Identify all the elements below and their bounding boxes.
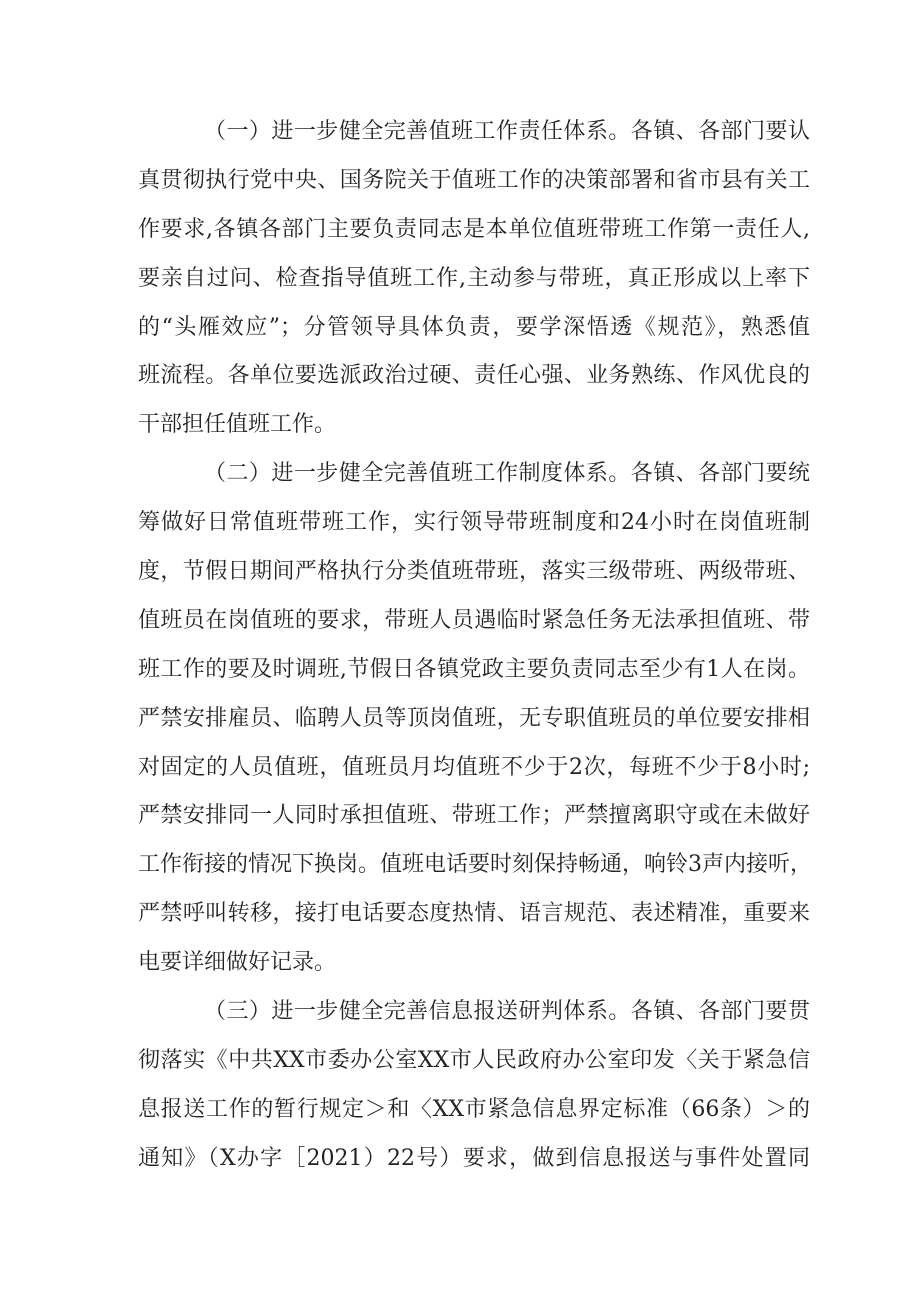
document-body [138,108,810,1184]
text-line: 电要详细做好记录。 [138,950,337,976]
text-line: 严禁呼叫转移，接打电话要态度热情、语言规范、表述精准，重要来 [138,901,810,927]
text-line: 班流程。各单位要选派政治过硬、责任心强、业务熟练、作风优良的 [138,363,810,389]
paragraph-duty-system [138,450,810,988]
text-line: 严禁安排雇员、临聘人员等顶岗值班，无专职值班员的单位要安排相 [138,705,810,731]
text-line: （三）进一步健全完善信息报送研判体系。各镇、各部门要贯 [204,999,810,1025]
text-line: 要亲自过问、检查指导值班工作,主动参与带班，真正形成以上率下 [138,265,810,291]
text-line: 息报送工作的暂行规定＞和〈XX市紧急信息界定标准（66条）＞的 [138,1096,810,1122]
text-line: 度，节假日期间严格执行分类值班带班，落实三级带班、两级带班、 [138,559,810,585]
text-line: （一）进一步健全完善值班工作责任体系。各镇、各部门要认 [204,119,810,144]
text-line: 筹做好日常值班带班工作，实行领导带班制度和24小时在岗值班制 [138,510,810,536]
text-line: 真贯彻执行党中央、国务院关于值班工作的决策部署和省市县有关工 [138,167,810,193]
text-line: 值班员在岗值班的要求，带班人员遇临时紧急任务无法承担值班、带 [138,607,810,633]
text-line: （二）进一步健全完善值班工作制度体系。各镇、各部门要统 [204,461,810,487]
text-line: 作要求,各镇各部门主要负责同志是本单位值班带班工作第一责任人, [138,216,810,242]
paragraph-info-reporting [138,988,810,1184]
text-line: 对固定的人员值班，值班员月均值班不少于2次，每班不少于8小时; [138,754,810,780]
text-line: 彻落实《中共XX市委办公室XX市人民政府办公室印发〈关于紧急信 [138,1047,810,1073]
text-line: 干部担任值班工作。 [138,412,337,438]
text-line: 通知》（X办字［2021）22号）要求，做到信息报送与事件处置同 [138,1145,810,1171]
text-line: 的“头雁效应”；分管领导具体负责，要学深悟透《规范》，熟悉值 [138,314,810,340]
text-line: 严禁安排同一人同时承担值班、带班工作；严禁擅离职守或在未做好 [138,803,810,829]
text-line: 班工作的要及时调班,节假日各镇党政主要负责同志至少有1人在岗。 [138,656,810,682]
paragraph-duty-responsibility [138,108,810,450]
text-line: 工作衔接的情况下换岗。值班电话要时刻保持畅通，响铃3声内接听， [138,852,812,878]
